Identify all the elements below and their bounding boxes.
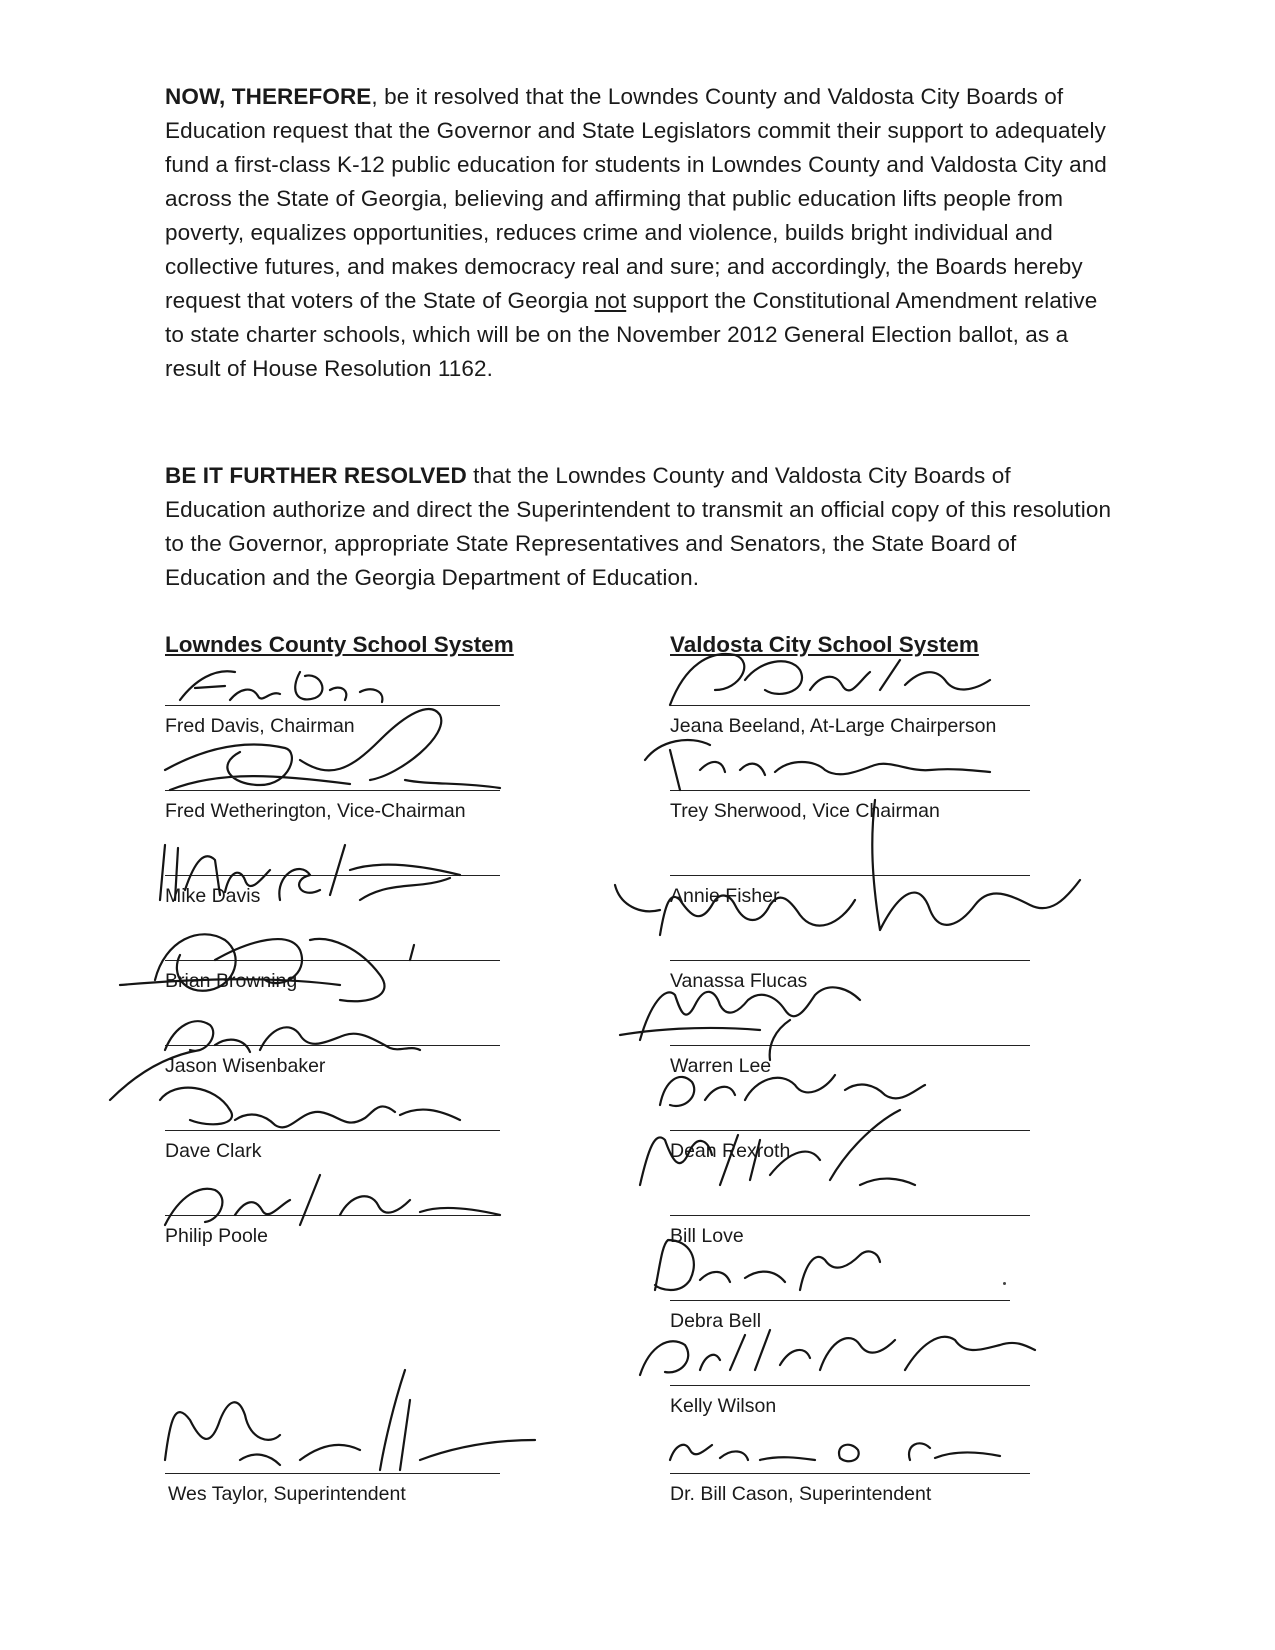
signer-name: Dean Rexroth: [670, 1140, 791, 1162]
signature-line: [670, 875, 1030, 876]
superintendent-name: Dr. Bill Cason, Superintendent: [670, 1483, 932, 1505]
further-resolved-text: that the Lowndes County and Valdosta City Boards of Education authorize and direct the Superintendent to transmit an official copy of this resolution to the Governor, appropriate State Representatives and Senators, the State Board of Education and the Georgia Department of Education.: [165, 463, 1112, 590]
resolution-lead: NOW, THEREFORE: [165, 84, 372, 109]
signer-name: Mike Davis: [165, 885, 261, 907]
signature-line: [165, 1130, 500, 1131]
signature-line: [165, 1215, 500, 1216]
lowndes-heading: Lowndes County School System: [165, 632, 514, 657]
superintendent-name: Wes Taylor, Superintendent: [168, 1483, 406, 1505]
signer-name: Fred Davis, Chairman: [165, 715, 355, 737]
signature-line: [670, 1473, 1030, 1474]
further-resolved-lead: BE IT FURTHER RESOLVED: [165, 463, 467, 488]
signer-name: Annie Fisher: [670, 885, 780, 907]
signature-line: [165, 1473, 500, 1474]
signature-line: [670, 790, 1030, 791]
signer-name: Jason Wisenbaker: [165, 1055, 326, 1077]
signature-line: [670, 705, 1030, 706]
signer-name: Vanassa Flucas: [670, 970, 808, 992]
signer-name: Brian Browning: [165, 970, 298, 992]
resolution-emphasis: not: [594, 288, 627, 313]
signature-line: [165, 1045, 500, 1046]
signature-line: [670, 1130, 1030, 1131]
resolution-text-a: , be it resolved that the Lowndes County and Valdosta City Boards of Education request that the Governor and State Legislators commit their support to adequately fund a first-class K-12 public education for students in Lowndes County and Valdosta City and across the State of Georgia, believing and affirming that public education lifts people from poverty, equalizes opportunities, reduces crime and violence, builds bright individual and collective futures, and makes democracy real and sure; and accordingly, the Boards hereby request that voters of the State of Georgia: [165, 84, 1107, 313]
signer-name: Bill Love: [670, 1225, 744, 1247]
signature-line: [165, 790, 500, 791]
signer-name: Jeana Beeland, At-Large Chairperson: [670, 715, 997, 737]
signer-name: Fred Wetherington, Vice-Chairman: [165, 800, 466, 822]
signature-line: [165, 960, 500, 961]
signature-line: [670, 1215, 1030, 1216]
valdosta-heading: Valdosta City School System: [670, 632, 979, 657]
signer-name: Trey Sherwood, Vice Chairman: [670, 800, 940, 822]
resolution-paragraph-2: [165, 459, 1115, 595]
signature-line: [670, 960, 1030, 961]
signer-name: Philip Poole: [165, 1225, 268, 1247]
stray-mark: [1003, 1282, 1006, 1285]
resolution-paragraph-1: [165, 80, 1115, 386]
signature-line: [670, 1300, 1010, 1301]
resolution-text-b: support the Constitutional Amendment relative to state charter schools, which will be on the November 2012 General Election ballot, as a result of House Resolution 1162.: [165, 288, 1098, 381]
signature-line: [165, 875, 500, 876]
signer-name: Warren Lee: [670, 1055, 772, 1077]
signature-line: [670, 1385, 1030, 1386]
signer-name: Dave Clark: [165, 1140, 262, 1162]
signature-line: [165, 705, 500, 706]
signature-line: [670, 1045, 1030, 1046]
signer-name: Kelly Wilson: [670, 1395, 777, 1417]
signer-name: Debra Bell: [670, 1310, 762, 1332]
